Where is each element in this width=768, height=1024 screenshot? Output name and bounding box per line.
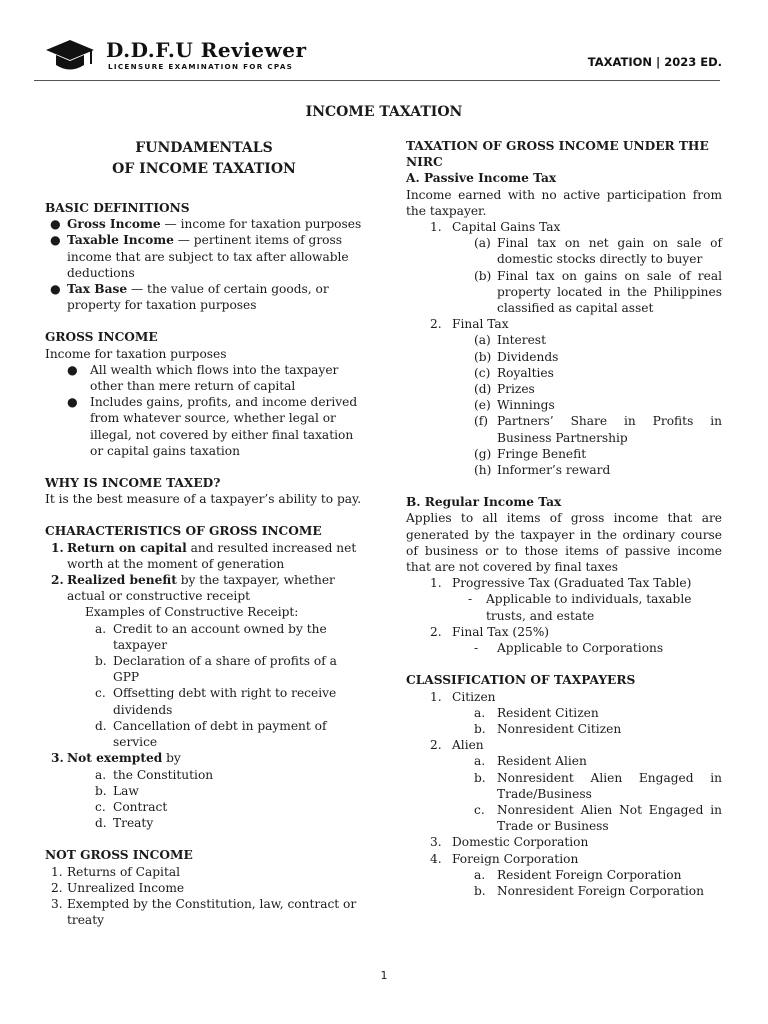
brand-subtitle: LICENSURE EXAMINATION FOR CPAS <box>108 62 294 71</box>
list-text: Fringe Benefit <box>497 446 587 461</box>
list-item: b. Law <box>45 783 363 799</box>
paragraph: Income earned with no active participation from the taxpayer. <box>406 187 722 218</box>
list-item: ● All wealth which flows into the taxpayer other than mere return of capital <box>45 362 363 394</box>
passive-title: A. Passive Income Tax <box>406 171 557 186</box>
list-text: Final Tax (25%) <box>452 624 550 639</box>
list-item: 2. Alien <box>406 737 722 753</box>
list-text: the Constitution <box>113 767 214 782</box>
list-text: Declaration of a share of profits of a GPP <box>113 654 337 685</box>
list-item: a. Resident Citizen <box>406 705 722 721</box>
list-text: Nonresident Alien Engaged in Trade/Business <box>497 770 722 801</box>
list-text: Unrealized Income <box>67 880 185 895</box>
paragraph: Income for taxation purposes <box>45 346 227 361</box>
list-text: Includes gains, profits, and income derived from whatever source, whether legal or illegal, not covered by either final taxation or capital gains taxation <box>90 395 358 458</box>
list-item: 2. Realized benefit by the taxpayer, whether actual or constructive receipt <box>51 573 335 604</box>
list-text: Credit to an account owned by the taxpayer <box>113 621 327 652</box>
term: Tax Base <box>67 282 128 297</box>
nirc-title: TAXATION OF GROSS INCOME UNDER THE NIRC <box>406 139 709 170</box>
list-item: (e) Winnings <box>406 397 722 413</box>
term: Gross Income <box>67 217 161 232</box>
edition-label: TAXATION | 2023 ED. <box>587 55 722 69</box>
definition: and resulted increased net worth at the moment of generation <box>67 540 357 571</box>
list-item: 1. Progressive Tax (Graduated Tax Table) <box>406 575 722 591</box>
left-column <box>45 138 363 928</box>
list-item: a. the Constitution <box>45 767 363 783</box>
list-text: Interest <box>497 333 546 348</box>
term: Not exempted <box>67 751 163 766</box>
list-text: Domestic Corporation <box>452 835 589 850</box>
list-item: ● Tax Base — the value of certain goods, or property for taxation purposes <box>50 282 329 313</box>
right-column <box>406 138 722 899</box>
list-item: 1. Returns of Capital <box>45 864 363 880</box>
definition: by <box>162 751 181 766</box>
list-item: (h) Informer’s reward <box>406 462 722 478</box>
list-item: b. Nonresident Alien Engaged in Trade/Business <box>474 770 722 801</box>
list-item: (d) Prizes <box>406 381 722 397</box>
definition: — income for taxation purposes <box>160 217 362 232</box>
paragraph: Applies to all items of gross income that are generated by the taxpayer in the ordinary course of business or to those items of passive income that are not covered by final taxes <box>406 511 722 575</box>
list-item: 3. Not exempted by <box>51 751 181 766</box>
section-heading: FUNDAMENTALS <box>135 140 273 156</box>
list-item: 4. Foreign Corporation <box>406 851 722 867</box>
list-item: (b) Dividends <box>406 349 722 365</box>
list-text: Royalties <box>497 365 554 380</box>
list-item: (a) Interest <box>406 332 722 348</box>
list-text: Resident Alien <box>497 754 587 769</box>
list-item: (a) Final tax on net gain on sale of domestic stocks directly to buyer <box>474 236 722 267</box>
list-text: Final Tax <box>452 317 509 332</box>
list-text: Exempted by the Constitution, law, contract or treaty <box>67 896 357 928</box>
brand-name: D.D.F.U Reviewer <box>106 38 307 62</box>
header-divider <box>34 80 720 81</box>
examples-label: Examples of Constructive Receipt: <box>85 605 299 620</box>
list-text: Capital Gains Tax <box>452 220 561 235</box>
term: Return on capital <box>67 540 187 555</box>
list-item: b. Declaration of a share of profits of a GPP <box>45 653 363 685</box>
page-number: 1 <box>380 969 388 982</box>
list-item: 2. Unrealized Income <box>45 880 363 896</box>
list-item: d. Treaty <box>45 815 363 831</box>
gross-income-title: GROSS INCOME <box>45 330 158 345</box>
list-item: 3. Domestic Corporation <box>406 834 722 850</box>
list-item: a. Resident Foreign Corporation <box>406 867 722 883</box>
list-item: ● Includes gains, profits, and income derived from whatever source, whether legal or illegal, not covered by either final taxation or capital gains taxation <box>45 394 363 459</box>
why-taxed-title: WHY IS INCOME TAXED? <box>45 476 221 491</box>
definition: — the value of certain goods, or property for taxation purposes <box>67 282 329 313</box>
term: Taxable Income <box>67 233 174 248</box>
list-item: (g) Fringe Benefit <box>406 446 722 462</box>
list-text: Cancellation of debt in payment of service <box>113 718 327 750</box>
basic-definitions-title: BASIC DEFINITIONS <box>45 201 190 215</box>
list-text: Citizen <box>452 689 496 704</box>
list-item: c. Offsetting debt with right to receive dividends <box>45 685 363 717</box>
classification-title: CLASSIFICATION OF TAXPAYERS <box>406 673 636 688</box>
list-item: ● Gross Income — income for taxation purposes <box>50 217 362 232</box>
list-text: Treaty <box>113 816 154 831</box>
list-text: Progressive Tax (Graduated Tax Table) <box>452 576 692 591</box>
list-text: Offsetting debt with right to receive dividends <box>113 686 337 717</box>
graduation-cap-icon <box>44 38 96 74</box>
page-header <box>0 0 768 86</box>
list-text: Resident Citizen <box>497 705 599 720</box>
list-text: Winnings <box>497 398 555 413</box>
term: Realized benefit <box>67 573 177 588</box>
list-text: Nonresident Citizen <box>497 721 622 736</box>
list-text: Nonresident Foreign Corporation <box>497 883 704 898</box>
list-text: Foreign Corporation <box>452 851 579 866</box>
list-item: 1. Citizen <box>406 689 722 705</box>
list-text: Dividends <box>497 349 559 364</box>
list-text: Informer’s reward <box>497 463 611 478</box>
list-text: Final tax on net gain on sale of domestic stocks directly to buyer <box>497 236 722 267</box>
list-item: c. Contract <box>45 799 363 815</box>
list-item: (f) Partners’ Share in Profits in Business Partnership <box>474 414 722 445</box>
list-item: (c) Royalties <box>406 365 722 381</box>
list-text: Returns of Capital <box>67 864 181 879</box>
list-item: a. Resident Alien <box>406 753 722 769</box>
list-item: 2. Final Tax <box>406 316 722 332</box>
list-item: b. Nonresident Citizen <box>406 721 722 737</box>
list-text: Applicable to Corporations <box>497 641 664 656</box>
list-item: c. Nonresident Alien Not Engaged in Trade or Business <box>474 802 722 834</box>
list-item: 1. Return on capital and resulted increased net worth at the moment of generation <box>51 540 357 571</box>
list-text: Partners’ Share in Profits in Business Partnership <box>497 414 722 445</box>
list-item: b. Nonresident Foreign Corporation <box>406 883 722 899</box>
list-text: Law <box>113 783 139 798</box>
definition: — pertinent items of gross income that are subject to tax after allowable deductions <box>67 233 349 280</box>
page-title: INCOME TAXATION <box>305 104 463 120</box>
list-text: Nonresident Alien Not Engaged in Trade or Business <box>497 802 722 834</box>
list-item: 3. Exempted by the Constitution, law, contract or treaty <box>45 896 363 928</box>
list-text: Applicable to individuals, taxable trusts, and estate <box>486 592 692 623</box>
list-text: All wealth which flows into the taxpayer other than mere return of capital <box>90 362 339 394</box>
paragraph: It is the best measure of a taxpayer’s ability to pay. <box>45 492 362 507</box>
list-item: a. Credit to an account owned by the taxpayer <box>45 621 363 653</box>
regular-title: B. Regular Income Tax <box>406 495 562 510</box>
list-item: d. Cancellation of debt in payment of service <box>45 718 363 750</box>
definition: by the taxpayer, whether actual or constructive receipt <box>67 573 335 604</box>
characteristics-title: CHARACTERISTICS OF GROSS INCOME <box>45 524 322 539</box>
list-text: Resident Foreign Corporation <box>497 867 682 882</box>
list-text: Final tax on gains on sale of real property located in the Philippines classified as capital asset <box>497 268 722 316</box>
list-item: - Applicable to individuals, taxable trusts, and estate <box>406 591 722 623</box>
list-text: Prizes <box>497 382 535 397</box>
list-item: 1. Capital Gains Tax <box>406 219 722 235</box>
list-item: (b) Final tax on gains on sale of real property located in the Philippines classified as capital asset <box>474 268 722 316</box>
list-text: Alien <box>452 738 484 753</box>
not-gross-income-title: NOT GROSS INCOME <box>45 848 193 863</box>
section-heading: OF INCOME TAXATION <box>112 161 296 177</box>
list-item: ● Taxable Income — pertinent items of gross income that are subject to tax after allowable deductions <box>50 233 349 280</box>
list-text: Contract <box>113 799 168 814</box>
list-item: - Applicable to Corporations <box>406 640 722 656</box>
list-item: 2. Final Tax (25%) <box>406 624 722 640</box>
